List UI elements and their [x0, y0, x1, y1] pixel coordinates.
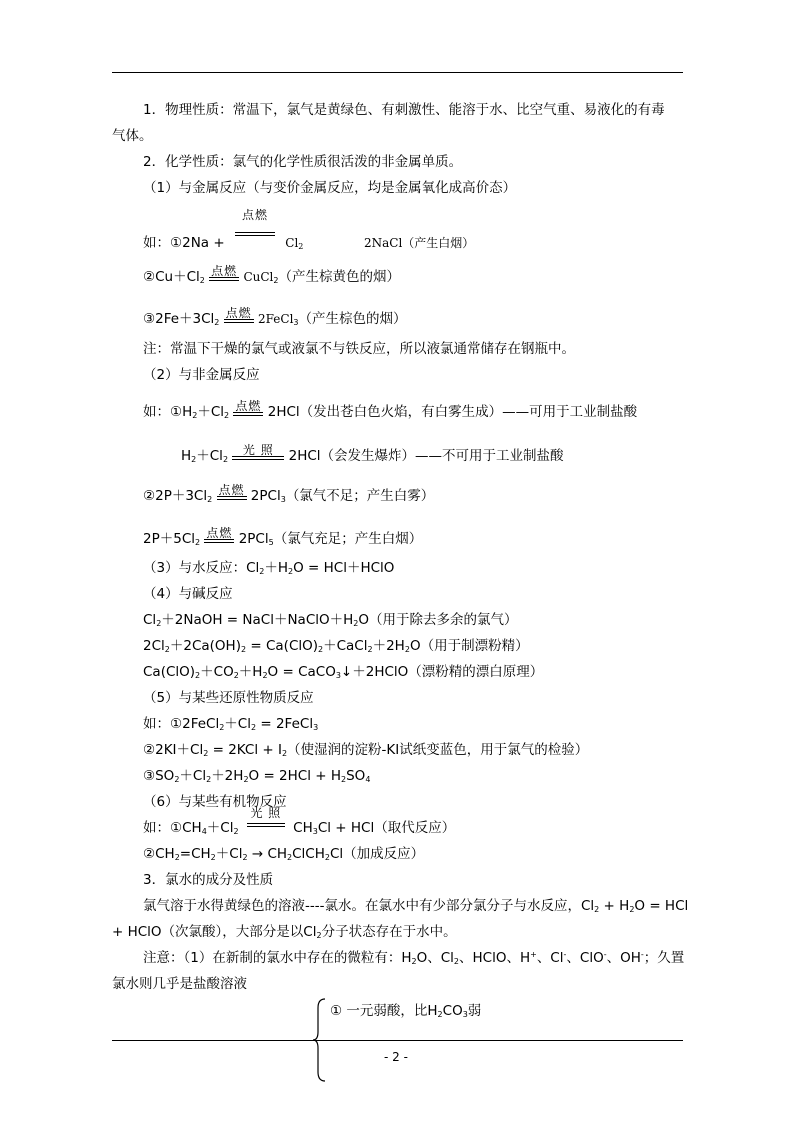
- reaction-fe: $③2Fe+3Cl_2$ 点燃 2FeCl$_3$（产生棕色的烟）: [143, 306, 407, 327]
- condition-ignite: 点燃: [224, 319, 254, 328]
- section-base: （4）与碱反应: [143, 586, 233, 602]
- reaction-na: 如：①2Na + 点燃 $Cl_2$ 2NaCl（产生白烟）: [143, 208, 475, 251]
- para-physical: 1．物理性质：常温下，氯气是黄绿色、有刺激性、能溶于水、比空气重、易液化的有毒: [143, 102, 665, 118]
- brace-icon: [312, 998, 326, 1082]
- para-cw-desc: 氯气溶于水得黄绿色的溶液----氯水。在氯水中有少部分氯分子与水反应，$Cl_2 + H_2O$ = HCl: [143, 898, 689, 914]
- reaction-cu: $②Cu+Cl_2$ 点燃 CuCl$_2$（产生棕黄色的烟）: [143, 264, 400, 285]
- para-chlorine-water: 3．氯水的成分及性质: [143, 872, 274, 888]
- header-rule: [112, 72, 683, 73]
- condition-ignite: 点燃: [235, 232, 275, 252]
- note-particles-cont: 氯水则几乎是盐酸溶液: [112, 976, 247, 992]
- reaction-p-5cl2: $2P+5Cl_2$ 点燃 2PCl$_5$（氯气充足；产生白烟）: [143, 526, 423, 547]
- page-number: - 2 -: [384, 1050, 408, 1064]
- hclo-prop-1: ① 一元弱酸，比$H_2CO_3$弱: [330, 1003, 482, 1019]
- condition-light: 光 照: [247, 823, 285, 837]
- reaction-ethylene: $②CH_2=CH_2+Cl_2$ → $CH_2ClCH_2Cl$（加成反应）: [143, 846, 425, 862]
- reaction-h2-light: $H_2+Cl_2$ 光 照 2HCl（会发生爆炸）——不可用于工业制盐酸: [181, 443, 564, 464]
- reaction-fecl2: 如：$①2FeCl_2+Cl_2$ = 2FeCl$_3$: [143, 716, 319, 732]
- footer-rule: [112, 1040, 683, 1041]
- reaction-ki: $②2KI+Cl_2 = 2KCl + I_2$（使湿润的淀粉-KI试纸变蓝色，用于氯气的检验）: [143, 742, 589, 758]
- reaction-ch4: 如：$①CH_4+Cl_2$ 光 照 $CH_3Cl + HCl$（取代反应）: [143, 806, 456, 836]
- note-particles: 注意：（1）在新制的氯水中存在的微粒有：$H_2O$、$Cl_2$、HClO、H+、Cl-、ClO-、OH-；久置: [143, 950, 685, 966]
- section-water: （3）与水反应：$Cl_2+H_2O$ = HCl＋HClO: [143, 560, 395, 576]
- condition-ignite: 点燃: [233, 412, 263, 421]
- reaction-p-3cl2: $②2P+3Cl_2$ 点燃 2PCl$_3$（氯气不足；产生白雾）: [143, 483, 435, 504]
- condition-ignite: 点燃: [217, 496, 247, 505]
- note-iron: 注：常温下干燥的氯气或液氯不与铁反应，所以液氯通常储存在钢瓶中。: [143, 341, 575, 357]
- para-cw-desc-cont: + HClO（次氯酸），大部分是以$Cl_2$分子状态存在于水中。: [112, 924, 457, 940]
- condition-light: 光 照: [232, 456, 284, 465]
- reaction-naoh: $Cl_2+2NaOH$ = $NaCl+NaClO+H_2O$（用于除去多余的氯气）: [143, 612, 518, 628]
- reaction-bleach: $Ca(ClO)_2+CO_2+H_2O$ = CaCO$_3$↓＋2HClO（漂粉精的漂白原理）: [143, 664, 544, 680]
- reaction-so2: $③SO_2+Cl_2+2H_2O = 2HCl + H_2SO_4$: [143, 768, 371, 784]
- para-physical-cont: 气体。: [112, 128, 153, 144]
- section-reducing: （5）与某些还原性物质反应: [143, 690, 314, 706]
- section-nonmetal: （2）与非金属反应: [143, 367, 260, 383]
- reaction-h2-ignite: 如：$①H_2+Cl_2$ 点燃 2HCl（发出苍白色火焰，有白雾生成）——可用于工业制盐酸: [143, 399, 638, 420]
- reaction-caoh2: $2Cl_2+2Ca(OH)_2$ = $Ca(ClO)_2+CaCl_2+2H_2O$（用于制漂粉精）: [143, 638, 529, 654]
- condition-ignite: 点燃: [204, 539, 234, 548]
- section-organic: （6）与某些有机物反应: [143, 794, 287, 810]
- condition-ignite: 点燃: [209, 277, 239, 286]
- section-metal: （1）与金属反应（与变价金属反应，均是金属氧化成高价态）: [143, 180, 517, 196]
- para-chemical: 2．化学性质：氯气的化学性质很活泼的非金属单质。: [143, 154, 463, 170]
